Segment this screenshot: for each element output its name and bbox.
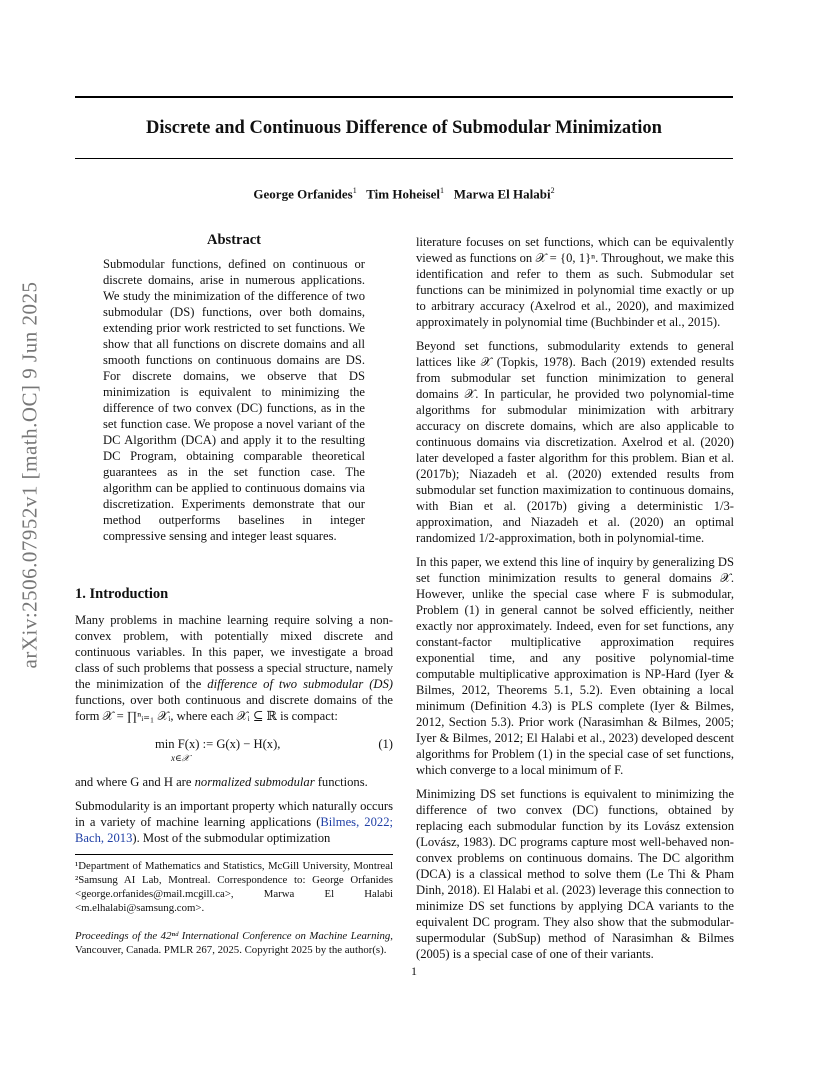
intro-paragraph [75,774,393,790]
body-paragraph: literature focuses on set functions, which can be equivalently viewed as functions on 𝒳 = {0, 1}ⁿ. Throughout, we make this identification and refer to them as such. Submodular set functions can be minimized in polynomial time exactly or up to arbitrary accuracy (Axelrod et al., 2020), and maximized approximately in polynomial time (Buchbinder et al., 2015). [416,235,734,329]
author-list [75,186,733,202]
author-affiliation: 1 [352,186,357,195]
body-paragraph: Beyond set functions, submodularity extends to general lattices like 𝒳 (Topkis, 1978). Bach (2019) extended results from submodular set function minimization to general domains 𝒳. In particular, he provided two polynomial-time algorithms for submodular minimization with arbitrary accuracy on discrete domains, which are also applicable to continuous domains via discretization. Axelrod et al. (2020) later developed a faster algorithm for this problem. Bian et al. (2017b); Niazadeh et al. (2020) extended results from submodular set function maximization to continuous domains, with Bian et al. (2017b) giving a deterministic 1/3-approximation, and Niazadeh et al. (2020) an optimal randomized 1/2-approximation, both in polynomial-time. [416,339,734,545]
arxiv-sidebar [10,281,50,669]
footnote-text: ¹Department of Mathematics and Statistics, McGill University, Montreal ²Samsung AI Lab, Montreal. Correspondence to: George Orfanides <george.orfanides@mail.mcgill.ca>, Marwa El Halabi <m.elhalabi@samsung.com>. [75,860,393,914]
author-affiliation: 1 [440,186,445,195]
intro-text: and where G and H are [75,775,195,789]
section-heading-introduction: 1. Introduction [75,586,169,602]
citation-link[interactable]: Bilmes, 2022; Bach, 2013 [75,815,393,845]
proceedings-details: , Vancouver, Canada. PMLR 267, 2025. Copyright 2025 by the author(s). [75,930,393,956]
intro-text: Submodularity is an important property which naturally occurs in a variety of machine learning applications ( [75,799,393,829]
intro-paragraph [75,612,393,724]
page-number: 1 [411,964,417,978]
proceedings-note [75,929,393,957]
title-rule-top [75,96,733,98]
abstract-text: Submodular functions, defined on continuous or discrete domains, arise in numerous applications. We study the minimization of the difference of two submodular (DS) functions, over both domains, extending prior work restricted to set functions. We show that all functions on discrete domains and all smooth functions on continuous domains are DS. For discrete domains, we observe that DS minimization is equivalent to minimizing the difference of two convex (DC) functions, as in the set function case. We propose a novel variant of the DC Algorithm (DCA) and apply it to the resulting DC Program, obtaining comparable theoretical guarantees as in the set function case. The algorithm can be applied to continuous domains via discretization. Experiments demonstrate that our method outperforms baselines in integer compressive sensing and integer least squares. [103,257,365,543]
intro-text: ). Most of the submodular optimization [132,831,331,845]
body-paragraph: Minimizing DS set functions is equivalent to minimizing the difference of two convex (DC) functions, obtained by replacing each submodular function by its Lovász extension (Lovász, 1983). DC programs capture most well-behaved non-convex problems on continuous domains. The DC algorithm (DCA) is a classical method to solve them (Le Thi & Pham Dinh, 2018). El Halabi et al. (2023) leverage this connection to minimize DS set functions by applying DCA variants to the equivalent DC program. They also show that the submodular-supermodular (SubSup) method of Narasimhan & Bilmes (2005) is a special case of one of their variants. [416,787,734,961]
left-column [75,232,393,957]
author-affiliation: 2 [550,186,555,195]
equation-number: (1) [378,737,393,751]
affiliation-footnote [75,854,393,957]
intro-paragraph [75,798,393,846]
intro-text: functions. [314,775,368,789]
author-name: Marwa El Halabi [453,186,551,202]
author-name: Tim Hoheisel [366,186,441,202]
abstract-heading: Abstract [207,232,261,248]
intro-text: Many problems in machine learning require solving a non-convex problem, with potentially mixed discrete and continuous variables. In this paper, we investigate a broad class of such problems that possess a special structure, namely the minimization of the [75,613,393,691]
author-name: George Orfanides [253,186,353,202]
proceedings-venue: Proceedings of the 42ⁿᵈ International Conference on Machine Learning [75,930,391,942]
intro-emphasis: difference of two submodular (DS) [207,677,393,691]
right-column [416,234,734,970]
body-paragraph: In this paper, we extend this line of inquiry by generalizing DS set function minimization results to general domains 𝒳. However, unlike the special case where F is submodular, Problem (1) in general cannot be solved efficiently, neither exactly nor approximately. Indeed, even for set functions, any constant-factor multiplicative approximation requires exponential time, and any positive polynomial-time computable multiplicative approximation is NP-Hard (Iyer & Bilmes, 2012, Theorems 5.1, 5.2). Even obtaining a local minimum (Definition 4.3) is PLS complete (Iyer & Bilmes, 2012, Section 5.3). Prior work (Narasimhan & Bilmes, 2005; Iyer & Bilmes, 2012; El Halabi et al., 2023) developed descent algorithms for Problem (1) in the special case of set functions, which converge to a local minimum of F. [416,555,734,777]
equation-subscript: x∈𝒳 [171,753,190,763]
equation-body: min F(x) := G(x) − H(x), [155,737,281,751]
intro-text: functions, over both continuous and discrete domains of the form 𝒳 = ∏ⁿᵢ₌₁ 𝒳ᵢ, where each 𝒳ᵢ ⊆ ℝ is compact: [75,693,393,723]
paper-title: Discrete and Continuous Difference of Submodular Minimization [146,118,662,138]
intro-emphasis: normalized submodular [194,775,315,789]
equation-1 [75,732,393,766]
title-rule-bottom [75,158,733,159]
arxiv-identifier: arXiv:2506.07952v1 [math.OC] 9 Jun 2025 [17,281,42,669]
